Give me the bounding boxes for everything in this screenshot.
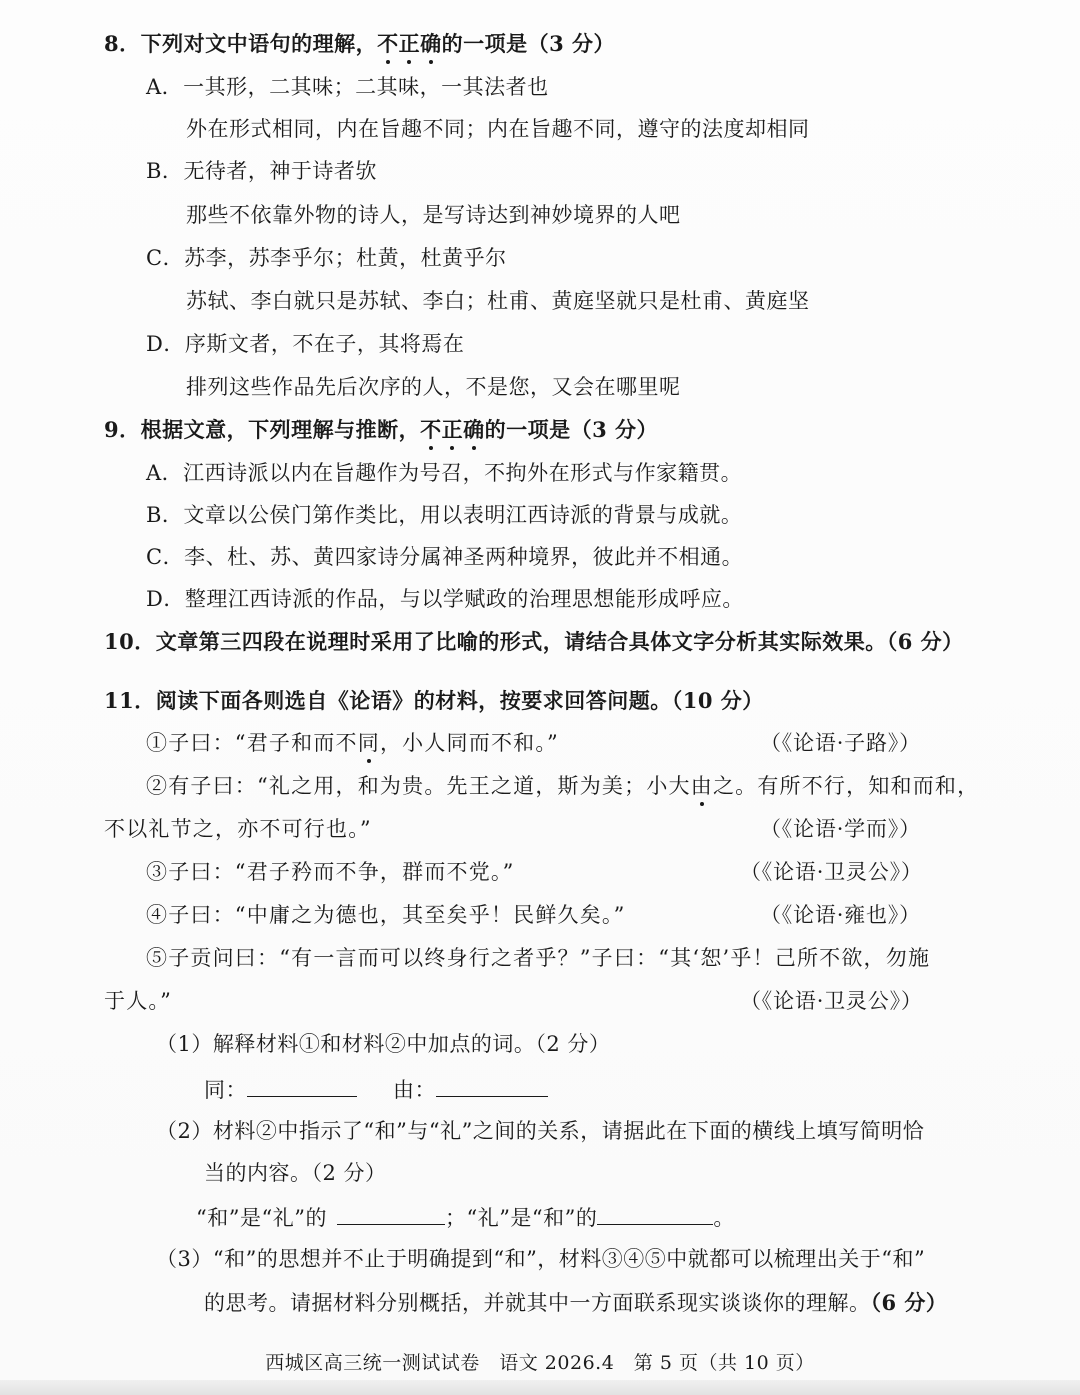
q8-dotted-char: 正	[398, 31, 421, 56]
option-label: D．	[146, 332, 185, 356]
q8-stem	[104, 30, 615, 58]
q11-sub2-line1: （2）材料②中指示了“和”与“礼”之间的关系，请据此在下面的横线上填写简明恰	[156, 1119, 925, 1143]
q8-dotted-char: 确	[420, 31, 442, 56]
q9-option-d: D．整理江西诗派的作品，与以学赋政的治理思想能形成呼应。	[146, 587, 744, 611]
q11-sub3-line2	[204, 1289, 947, 1317]
q9-stem-pre: 9．根据文意，下列理解与推断，	[104, 417, 421, 442]
fill-text-he: “和”是“礼”的	[196, 1206, 327, 1230]
dotted-word-you: 由	[690, 774, 713, 798]
q11-sub1-answer-row	[204, 1074, 548, 1104]
option-text: 苏李，苏李乎尔；杜黄，杜黄乎尔	[184, 246, 507, 270]
q8-option-c	[146, 244, 507, 272]
scan-edge	[0, 1380, 1080, 1395]
q8-option-a-translation: 外在形式相同，内在旨趣不同；内在旨趣不同，遵守的法度却相同	[186, 117, 810, 141]
option-text: 序斯文者，不在子，其将焉在	[184, 332, 465, 356]
option-text: 无待者，神于诗者欤	[183, 159, 377, 183]
q11-material-5-source: （《论语·卫灵公》）	[740, 989, 923, 1013]
q8-stem-post: 的一项是（3 分）	[441, 31, 616, 56]
q8-option-d	[146, 330, 464, 358]
answer-blank-tong[interactable]	[247, 1074, 357, 1097]
option-label: A．	[146, 75, 184, 99]
label-tong: 同：	[204, 1078, 247, 1102]
material-text: 之。有所不行，知和而和，	[712, 774, 980, 798]
q11-sub3-line1: （3）“和”的思想并不止于明确提到“和”，材料③④⑤中就都可以梳理出关于“和”	[156, 1247, 926, 1271]
fill-period: 。	[713, 1206, 735, 1230]
material-text: ，小人同而不和。”	[379, 731, 559, 755]
q11-material-2-line1	[146, 772, 979, 800]
q11-material-3-source: （《论语·卫灵公》）	[740, 860, 923, 884]
page-footer: 西城区高三统一测试试卷 语文 2026.4 第 5 页（共 10 页）	[265, 1352, 815, 1374]
q11-material-4-source: （《论语·雍也》）	[760, 903, 921, 927]
q8-option-c-translation: 苏轼、李白就只是苏轼、李白；杜甫、黄庭坚就只是杜甫、黄庭坚	[186, 289, 810, 313]
q9-dotted-char: 不	[420, 417, 442, 442]
answer-blank-li-he[interactable]	[597, 1202, 713, 1225]
sub3-text: 的思考。请据材料分别概括，并就其中一方面联系现实谈谈你的理解。	[204, 1291, 871, 1315]
q9-option-b: B．文章以公侯门第作类比，用以表明江西诗派的背景与成就。	[146, 503, 743, 527]
q9-stem-post: 的一项是（3 分）	[484, 417, 659, 442]
q8-dotted-char: 不	[377, 31, 399, 56]
option-label: B．	[146, 159, 184, 183]
q9-option-c: C．李、杜、苏、黄四家诗分属神圣两种境界，彼此并不相通。	[146, 545, 744, 569]
dotted-word-tong: 同	[357, 731, 380, 755]
answer-blank-you[interactable]	[436, 1074, 548, 1097]
q8-option-a	[146, 73, 549, 101]
q11-stem: 11．阅读下面各则选自《论语》的材料，按要求回答问题。（10 分）	[104, 688, 764, 713]
q9-dotted-char: 正	[441, 417, 464, 442]
q8-option-b-translation: 那些不依靠外物的诗人，是写诗达到神妙境界的人吧	[186, 203, 681, 227]
q8-stem-pre: 8．下列对文中语句的理解，	[104, 31, 378, 56]
option-text: 一其形，二其味；二其味，一其法者也	[183, 75, 549, 99]
q11-sub2-line2: 当的内容。（2 分）	[204, 1161, 387, 1185]
q11-material-2-source: （《论语·学而》）	[760, 817, 921, 841]
option-label: C．	[146, 246, 185, 270]
q11-material-2-line2: 不以礼节之，亦不可行也。”	[104, 817, 372, 841]
q9-dotted-char: 确	[463, 417, 485, 442]
label-you: 由：	[393, 1078, 436, 1102]
q8-option-d-translation: 排列这些作品先后次序的人，不是您，又会在哪里呢	[186, 375, 681, 399]
q11-material-4: ④子曰：“中庸之为德也，其至矣乎！民鲜久矣。”	[146, 903, 626, 927]
q11-material-5-line1: ⑤子贡问曰：“有一言而可以终身行之者乎？”子曰：“其‘恕’乎！己所不欲，勿施	[146, 946, 931, 970]
q11-sub1-stem: （1）解释材料①和材料②中加点的词。（2 分）	[156, 1032, 611, 1056]
q11-sub2-fill-row	[196, 1202, 735, 1232]
q11-material-1	[146, 729, 559, 757]
q10-stem: 10．文章第三四段在说理时采用了比喻的形式，请结合具体文字分析其实际效果。（6 分）	[104, 629, 964, 654]
q8-option-b	[146, 157, 377, 185]
q9-option-a: A．江西诗派以内在旨趣作为号召，不拘外在形式与作家籍贯。	[146, 461, 743, 485]
q11-material-1-source: （《论语·子路》）	[760, 731, 921, 755]
q9-stem	[104, 416, 658, 444]
sub3-score: （6 分）	[870, 1290, 948, 1315]
material-text: ①子曰：“君子和而不	[146, 731, 358, 755]
q11-material-3: ③子曰：“君子矜而不争，群而不党。”	[146, 860, 515, 884]
q11-material-5-line2: 于人。”	[104, 989, 173, 1013]
answer-blank-he-li[interactable]	[337, 1202, 445, 1225]
material-text: ②有子曰：“礼之用，和为贵。先王之道，斯为美；小大	[146, 774, 691, 798]
fill-text-li: ；“礼”是“和”的	[444, 1206, 598, 1230]
